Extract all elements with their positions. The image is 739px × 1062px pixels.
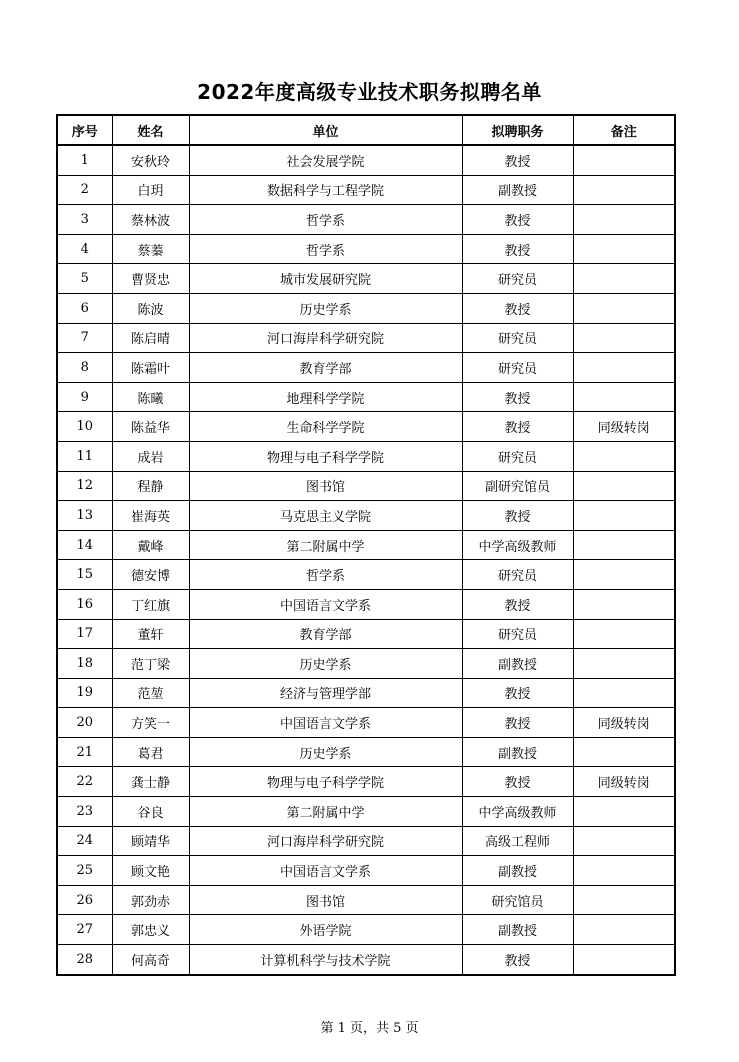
- table-row: [57, 293, 675, 323]
- cell-name: 葛君: [112, 737, 189, 767]
- cell-note: [573, 885, 675, 915]
- page-footer: 第 1 页，共 5 页: [320, 1021, 419, 1036]
- cell-note: [573, 589, 675, 619]
- table-row: [57, 708, 675, 738]
- cell-title: 副教授: [462, 737, 573, 767]
- cell-note: [573, 530, 675, 560]
- cell-note: [573, 293, 675, 323]
- cell-name: 陈波: [112, 293, 189, 323]
- table-row: [57, 856, 675, 886]
- column-header-title: 拟聘职务: [462, 115, 573, 145]
- table-row: [57, 382, 675, 412]
- cell-name: 龚士静: [112, 767, 189, 797]
- cell-title: 中学高级教师: [462, 797, 573, 827]
- cell-unit: 历史学系: [189, 649, 462, 679]
- cell-unit: 物理与电子科学学院: [189, 441, 462, 471]
- cell-unit: 经济与管理学部: [189, 678, 462, 708]
- cell-unit: 哲学系: [189, 234, 462, 264]
- cell-unit: 教育学部: [189, 619, 462, 649]
- cell-no: 19: [57, 678, 112, 708]
- table-row: [57, 323, 675, 353]
- table-row: [57, 205, 675, 235]
- page-title: 2022年度高级专业技术职务拟聘名单: [197, 80, 542, 104]
- cell-no: 4: [57, 234, 112, 264]
- cell-no: 20: [57, 708, 112, 738]
- cell-no: 7: [57, 323, 112, 353]
- table-row: [57, 145, 675, 175]
- cell-unit: 马克思主义学院: [189, 501, 462, 531]
- cell-title: 研究员: [462, 353, 573, 383]
- cell-name: 成岩: [112, 441, 189, 471]
- cell-unit: 第二附属中学: [189, 530, 462, 560]
- table-row: [57, 589, 675, 619]
- cell-note: [573, 145, 675, 175]
- cell-name: 德安博: [112, 560, 189, 590]
- cell-no: 17: [57, 619, 112, 649]
- table-row: [57, 353, 675, 383]
- table-row: [57, 530, 675, 560]
- cell-note: [573, 234, 675, 264]
- column-header-unit: 单位: [189, 115, 462, 145]
- cell-name: 陈益华: [112, 412, 189, 442]
- cell-no: 14: [57, 530, 112, 560]
- cell-title: 研究员: [462, 441, 573, 471]
- cell-unit: 中国语言文学系: [189, 589, 462, 619]
- cell-title: 教授: [462, 293, 573, 323]
- appointment-table: [56, 114, 676, 976]
- cell-note: [573, 619, 675, 649]
- cell-title: 教授: [462, 412, 573, 442]
- cell-no: 3: [57, 205, 112, 235]
- cell-name: 范丁梁: [112, 649, 189, 679]
- cell-unit: 历史学系: [189, 293, 462, 323]
- cell-unit: 河口海岸科学研究院: [189, 826, 462, 856]
- table-row: [57, 501, 675, 531]
- cell-note: [573, 915, 675, 945]
- table-row: [57, 412, 675, 442]
- cell-name: 范堃: [112, 678, 189, 708]
- cell-name: 丁红旗: [112, 589, 189, 619]
- table-row: [57, 441, 675, 471]
- cell-unit: 图书馆: [189, 471, 462, 501]
- table-row: [57, 767, 675, 797]
- table-row: [57, 264, 675, 294]
- cell-note: [573, 737, 675, 767]
- cell-no: 6: [57, 293, 112, 323]
- table-row: [57, 737, 675, 767]
- cell-note: [573, 560, 675, 590]
- cell-unit: 中国语言文学系: [189, 708, 462, 738]
- table-body: [57, 145, 675, 975]
- cell-title: 研究员: [462, 619, 573, 649]
- cell-unit: 历史学系: [189, 737, 462, 767]
- cell-no: 12: [57, 471, 112, 501]
- table-row: [57, 915, 675, 945]
- cell-title: 教授: [462, 945, 573, 975]
- cell-title: 教授: [462, 145, 573, 175]
- cell-title: 研究员: [462, 264, 573, 294]
- cell-no: 2: [57, 175, 112, 205]
- cell-title: 副研究馆员: [462, 471, 573, 501]
- cell-note: [573, 856, 675, 886]
- cell-name: 陈启晴: [112, 323, 189, 353]
- column-header-note: 备注: [573, 115, 675, 145]
- cell-no: 9: [57, 382, 112, 412]
- cell-no: 10: [57, 412, 112, 442]
- cell-no: 22: [57, 767, 112, 797]
- cell-note: 同级转岗: [573, 767, 675, 797]
- table-row: [57, 826, 675, 856]
- cell-no: 11: [57, 441, 112, 471]
- cell-unit: 社会发展学院: [189, 145, 462, 175]
- cell-no: 16: [57, 589, 112, 619]
- cell-note: 同级转岗: [573, 708, 675, 738]
- cell-title: 教授: [462, 767, 573, 797]
- cell-name: 程静: [112, 471, 189, 501]
- cell-unit: 哲学系: [189, 560, 462, 590]
- cell-unit: 城市发展研究院: [189, 264, 462, 294]
- cell-note: [573, 382, 675, 412]
- table-row: [57, 885, 675, 915]
- cell-no: 21: [57, 737, 112, 767]
- cell-unit: 第二附属中学: [189, 797, 462, 827]
- cell-name: 安秋玲: [112, 145, 189, 175]
- table-row: [57, 560, 675, 590]
- cell-title: 高级工程师: [462, 826, 573, 856]
- cell-unit: 地理科学学院: [189, 382, 462, 412]
- cell-name: 陈霜叶: [112, 353, 189, 383]
- cell-name: 曹贤忠: [112, 264, 189, 294]
- cell-name: 白玥: [112, 175, 189, 205]
- table-row: [57, 797, 675, 827]
- cell-note: [573, 649, 675, 679]
- cell-title: 教授: [462, 234, 573, 264]
- table-row: [57, 945, 675, 975]
- table-row: [57, 678, 675, 708]
- cell-unit: 中国语言文学系: [189, 856, 462, 886]
- cell-title: 研究员: [462, 323, 573, 353]
- cell-note: [573, 205, 675, 235]
- cell-name: 郭劲赤: [112, 885, 189, 915]
- cell-unit: 图书馆: [189, 885, 462, 915]
- cell-title: 教授: [462, 205, 573, 235]
- cell-title: 教授: [462, 678, 573, 708]
- table-row: [57, 649, 675, 679]
- table-row: [57, 619, 675, 649]
- cell-unit: 数据科学与工程学院: [189, 175, 462, 205]
- cell-name: 何高奇: [112, 945, 189, 975]
- table-header-row: [57, 115, 675, 145]
- cell-title: 教授: [462, 501, 573, 531]
- cell-no: 1: [57, 145, 112, 175]
- cell-no: 5: [57, 264, 112, 294]
- cell-name: 顾文艳: [112, 856, 189, 886]
- cell-title: 教授: [462, 382, 573, 412]
- table-row: [57, 471, 675, 501]
- table-row: [57, 175, 675, 205]
- cell-unit: 教育学部: [189, 353, 462, 383]
- cell-name: 谷良: [112, 797, 189, 827]
- cell-unit: 生命科学学院: [189, 412, 462, 442]
- cell-note: [573, 678, 675, 708]
- cell-no: 23: [57, 797, 112, 827]
- cell-unit: 计算机科学与技术学院: [189, 945, 462, 975]
- cell-title: 教授: [462, 589, 573, 619]
- cell-note: [573, 826, 675, 856]
- cell-title: 研究馆员: [462, 885, 573, 915]
- cell-no: 13: [57, 501, 112, 531]
- cell-note: [573, 264, 675, 294]
- cell-title: 副教授: [462, 856, 573, 886]
- column-header-no: 序号: [57, 115, 112, 145]
- cell-no: 25: [57, 856, 112, 886]
- cell-note: [573, 353, 675, 383]
- cell-no: 27: [57, 915, 112, 945]
- cell-note: [573, 797, 675, 827]
- cell-title: 研究员: [462, 560, 573, 590]
- column-header-name: 姓名: [112, 115, 189, 145]
- cell-note: [573, 501, 675, 531]
- cell-note: [573, 945, 675, 975]
- table-row: [57, 234, 675, 264]
- cell-note: [573, 175, 675, 205]
- cell-title: 副教授: [462, 649, 573, 679]
- cell-title: 教授: [462, 708, 573, 738]
- cell-title: 中学高级教师: [462, 530, 573, 560]
- cell-no: 28: [57, 945, 112, 975]
- cell-note: [573, 323, 675, 353]
- cell-no: 18: [57, 649, 112, 679]
- cell-title: 副教授: [462, 175, 573, 205]
- cell-name: 郭忠义: [112, 915, 189, 945]
- cell-name: 蔡蓁: [112, 234, 189, 264]
- cell-no: 24: [57, 826, 112, 856]
- cell-name: 陈曦: [112, 382, 189, 412]
- cell-note: 同级转岗: [573, 412, 675, 442]
- cell-name: 董轩: [112, 619, 189, 649]
- cell-name: 戴峰: [112, 530, 189, 560]
- cell-name: 方笑一: [112, 708, 189, 738]
- cell-note: [573, 441, 675, 471]
- cell-unit: 外语学院: [189, 915, 462, 945]
- cell-unit: 河口海岸科学研究院: [189, 323, 462, 353]
- cell-title: 副教授: [462, 915, 573, 945]
- cell-name: 蔡林波: [112, 205, 189, 235]
- cell-no: 15: [57, 560, 112, 590]
- cell-note: [573, 471, 675, 501]
- cell-name: 崔海英: [112, 501, 189, 531]
- cell-no: 26: [57, 885, 112, 915]
- cell-unit: 物理与电子科学学院: [189, 767, 462, 797]
- cell-no: 8: [57, 353, 112, 383]
- cell-name: 顾靖华: [112, 826, 189, 856]
- cell-unit: 哲学系: [189, 205, 462, 235]
